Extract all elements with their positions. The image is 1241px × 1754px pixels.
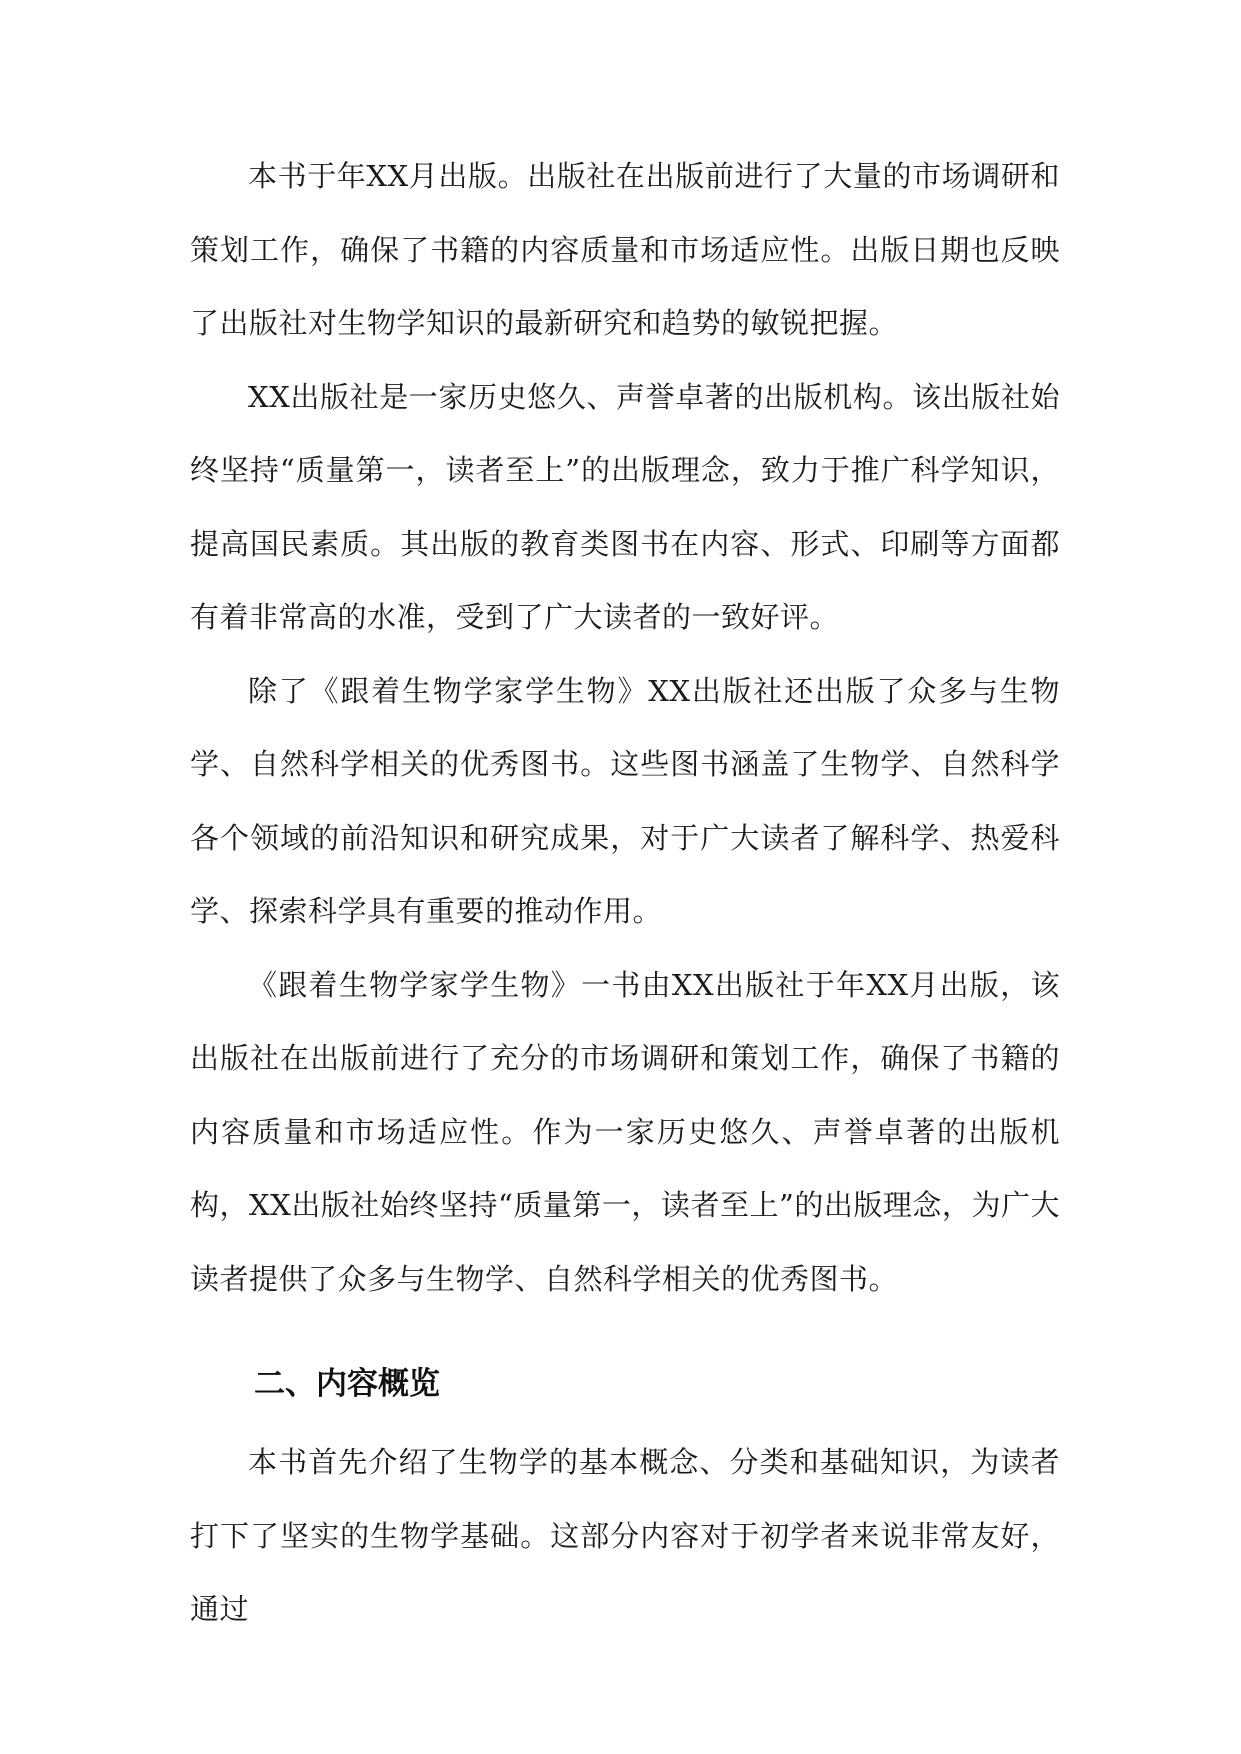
paragraph-content-intro: 本书首先介绍了生物学的基本概念、分类和基础知识，为读者打下了坚实的生物学基础。这部分内容对于初学者来说非常友好，通过 xyxy=(190,1445,1060,1626)
paragraph-summary: 《跟着生物学家学生物》一书由XX出版社于年XX月出版，该出版社在出版前进行了充分的市场调研和策划工作，确保了书籍的内容质量和市场适应性。作为一家历史悠久、声誉卓著的出版机构，XX出版社始终坚持“质量第一，读者至上”的出版理念，为广大读者提供了众多与生物学、自然科学相关的优秀图书。 xyxy=(190,967,1060,1296)
paragraph-other-books: 除了《跟着生物学家学生物》XX出版社还出版了众多与生物学、自然科学相关的优秀图书。这些图书涵盖了生物学、自然科学各个领域的前沿知识和研究成果，对于广大读者了解科学、热爱科学、探索科学具有重要的推动作用。 xyxy=(190,673,1060,928)
paragraph-publisher-intro: XX出版社是一家历史悠久、声誉卓著的出版机构。该出版社始终坚持“质量第一，读者至上”的出版理念，致力于推广科学知识，提高国民素质。其出版的教育类图书在内容、形式、印刷等方面都有着非常高的水准，受到了广大读者的一致好评。 xyxy=(190,379,1060,634)
document-body xyxy=(190,140,1060,1647)
paragraph-publication-date: 本书于年XX月出版。出版社在出版前进行了大量的市场调研和策划工作，确保了书籍的内容质量和市场适应性。出版日期也反映了出版社对生物学知识的最新研究和趋势的敏锐把握。 xyxy=(190,159,1060,340)
section-heading-content-overview: 二、内容概览 xyxy=(254,1366,440,1402)
